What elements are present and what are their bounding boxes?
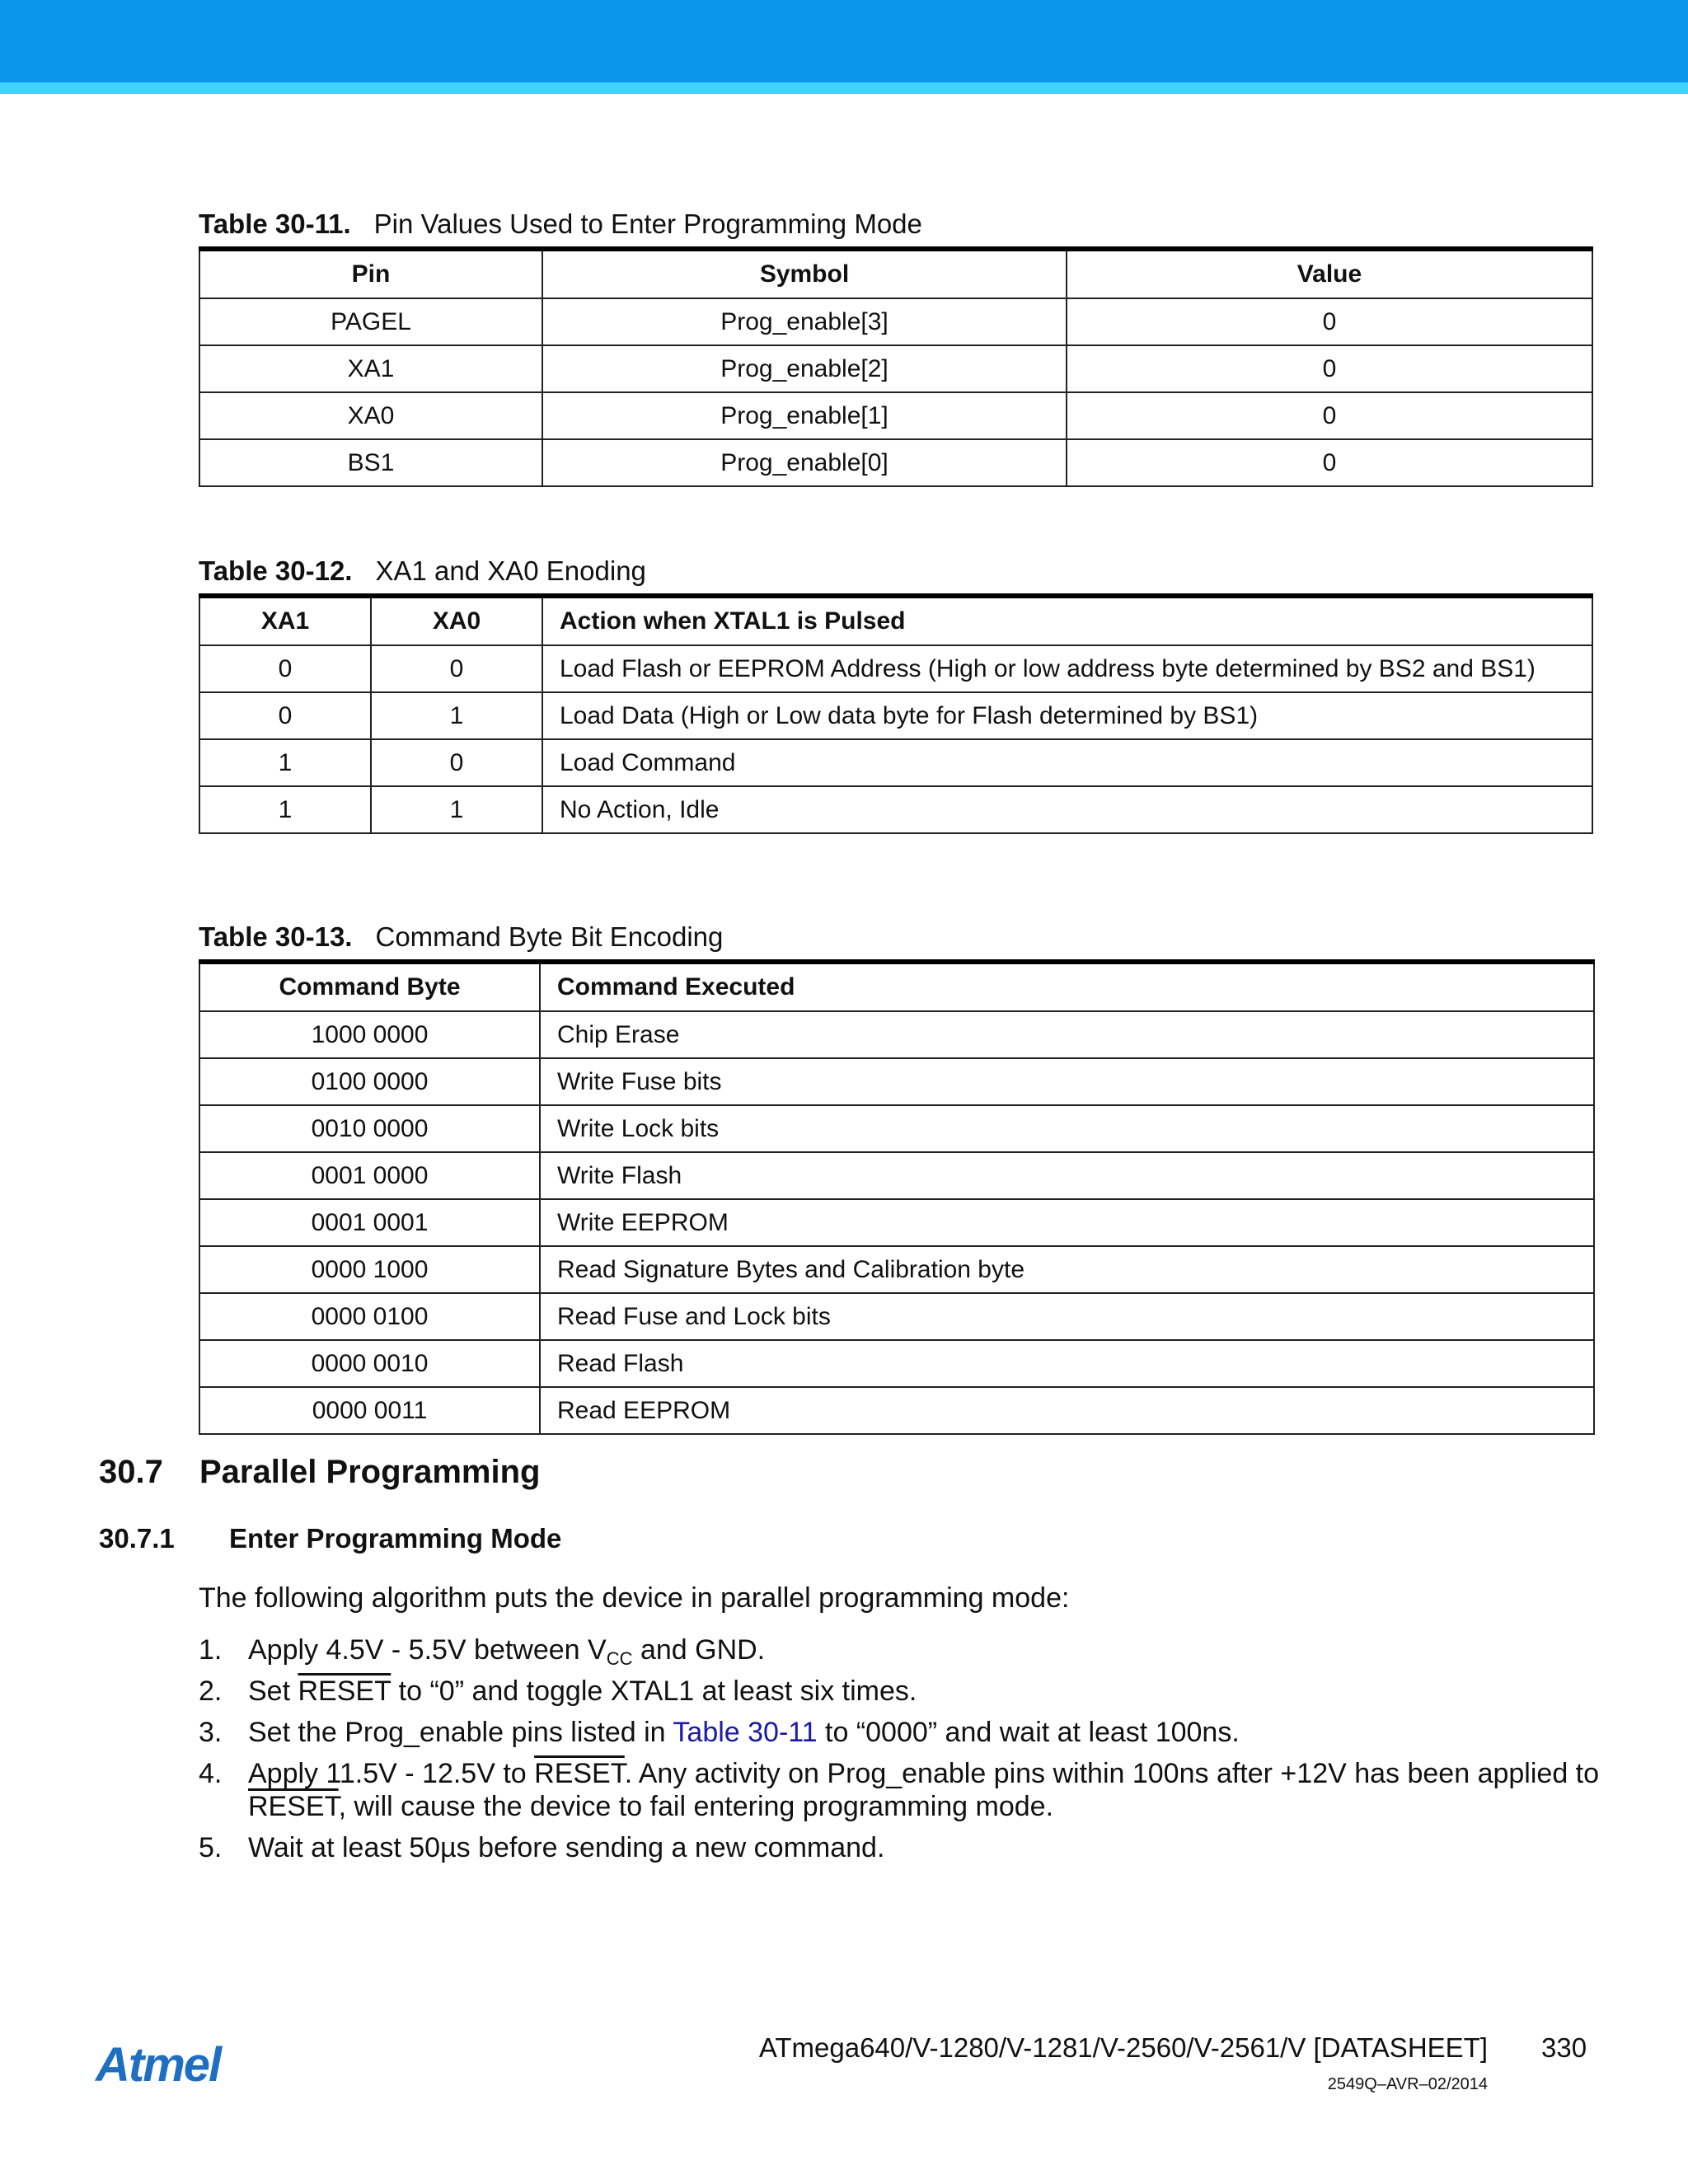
cell: 0000 0010: [199, 1340, 540, 1387]
table-row: [199, 1152, 1594, 1199]
intro-paragraph: The following algorithm puts the device in parallel programming mode:: [199, 1582, 1070, 1614]
table-command-byte: [199, 959, 1595, 1435]
table-xa-encoding: [199, 593, 1593, 834]
cell: 0001 0000: [199, 1152, 540, 1199]
cell: 1: [371, 786, 542, 833]
cell: 0100 0000: [199, 1058, 540, 1105]
step-text: , will cause the device to fail entering programming mode.: [338, 1791, 1054, 1822]
reset-signal: RESET: [248, 1791, 339, 1822]
cell: 0: [1067, 298, 1592, 345]
table-row: [199, 692, 1592, 739]
table-row: [199, 1246, 1594, 1293]
cell: Read Flash: [540, 1340, 1594, 1387]
step-text: to “0” and toggle XTAL1 at least six times.: [391, 1675, 917, 1707]
cell: 1: [199, 739, 371, 786]
column-header: XA1: [199, 596, 371, 645]
table-row: [199, 1340, 1594, 1387]
step-number: 1.: [199, 1634, 223, 1666]
list-item: [199, 1716, 1600, 1749]
cell: Read Fuse and Lock bits: [540, 1293, 1594, 1340]
cell: Write Lock bits: [540, 1105, 1594, 1152]
cell: 0: [199, 645, 371, 692]
cell: Prog_enable[2]: [542, 345, 1067, 392]
table-row: [199, 298, 1592, 345]
step-text: Apply 4.5V - 5.5V between V: [248, 1634, 607, 1666]
cell: Write Fuse bits: [540, 1058, 1594, 1105]
cell: 0: [371, 645, 542, 692]
cell: Read Signature Bytes and Calibration byte: [540, 1246, 1594, 1293]
step-number: 3.: [199, 1717, 223, 1748]
cell: No Action, Idle: [542, 786, 1592, 833]
table-row: [199, 1105, 1594, 1152]
step-number: 2.: [199, 1675, 223, 1707]
section-number: 30.7: [99, 1454, 163, 1490]
cell: 0001 0001: [199, 1199, 540, 1246]
step-text: Set the Prog_enable pins listed in: [248, 1717, 673, 1748]
step-text: Wait at least 50µs before sending a new command.: [248, 1832, 885, 1863]
column-header: Pin: [199, 249, 542, 298]
list-item: [199, 1675, 1600, 1708]
step-text: . Any activity on Prog_enable pins within 100ns after +12V has been applied to: [624, 1758, 1600, 1789]
column-header: Value: [1067, 249, 1592, 298]
table-row: [199, 439, 1592, 486]
table-row: [199, 739, 1592, 786]
table1-title: Pin Values Used to Enter Programming Mode: [373, 209, 922, 239]
cell: 0: [371, 739, 542, 786]
table3-label: Table 30-13.: [199, 921, 353, 952]
table-row: [199, 1011, 1594, 1058]
step-number: 5.: [199, 1832, 223, 1863]
cell: 0: [1067, 439, 1592, 486]
cell: PAGEL: [199, 298, 542, 345]
cell: Prog_enable[1]: [542, 392, 1067, 439]
cell: 1000 0000: [199, 1011, 540, 1058]
cell: Read EEPROM: [540, 1387, 1594, 1434]
cell: 1: [199, 786, 371, 833]
table-row: [199, 1199, 1594, 1246]
table1-label: Table 30-11.: [199, 209, 351, 239]
header-stripe: [0, 82, 1688, 94]
table-row: [199, 1058, 1594, 1105]
page-number: 330: [1541, 2032, 1587, 2063]
steps-list: [199, 1633, 1600, 1872]
cell: 0000 1000: [199, 1246, 540, 1293]
footer-doc-code: 2549Q–AVR–02/2014: [1327, 2075, 1488, 2093]
footer-doc-title: ATmega640/V-1280/V-1281/V-2560/V-2561/V [DATASHEET]: [758, 2032, 1488, 2063]
table1-caption: [199, 208, 922, 241]
cell: Write Flash: [540, 1152, 1594, 1199]
section-title: Parallel Programming: [199, 1454, 541, 1490]
cell: Prog_enable[0]: [542, 439, 1067, 486]
cell: Chip Erase: [540, 1011, 1594, 1058]
cell: 0000 0011: [199, 1387, 540, 1434]
table3-caption: [199, 921, 723, 954]
list-item: [199, 1831, 1600, 1864]
cell: 1: [371, 692, 542, 739]
cell: 0: [1067, 392, 1592, 439]
table-row: [199, 1293, 1594, 1340]
table3-title: Command Byte Bit Encoding: [375, 921, 724, 952]
table2-caption: [199, 555, 646, 588]
list-item: [199, 1633, 1600, 1669]
atmel-logo: Atmel: [96, 2038, 221, 2092]
cell: Prog_enable[3]: [542, 298, 1067, 345]
column-header: Symbol: [542, 249, 1067, 298]
cell: 0010 0000: [199, 1105, 540, 1152]
column-header: Command Executed: [540, 962, 1594, 1011]
vcc-subscript: CC: [606, 1648, 633, 1669]
list-item: [199, 1757, 1600, 1823]
header-bar: [0, 0, 1688, 82]
cell: 0: [1067, 345, 1592, 392]
step-text: Set: [248, 1675, 298, 1707]
table-30-11-link[interactable]: Table 30-11: [673, 1717, 818, 1748]
table-row: [199, 1387, 1594, 1434]
step-text: to “0000” and wait at least 100ns.: [817, 1717, 1240, 1748]
cell: XA0: [199, 392, 542, 439]
column-header: Action when XTAL1 is Pulsed: [542, 596, 1592, 645]
step-number: 4.: [199, 1758, 223, 1789]
table-header-row: [199, 249, 1592, 298]
subsection-title: Enter Programming Mode: [229, 1523, 562, 1554]
table-row: [199, 392, 1592, 439]
column-header: XA0: [371, 596, 542, 645]
table-pin-values: [199, 246, 1593, 487]
step-text: and GND.: [632, 1634, 766, 1666]
cell: XA1: [199, 345, 542, 392]
step-text: Apply 11.5V - 12.5V to: [248, 1758, 535, 1789]
table-row: [199, 645, 1592, 692]
table2-label: Table 30-12.: [199, 555, 353, 586]
cell: Load Command: [542, 739, 1592, 786]
table-row: [199, 345, 1592, 392]
table-header-row: [199, 962, 1594, 1011]
subsection-heading: [99, 1523, 561, 1554]
cell: Load Flash or EEPROM Address (High or low address byte determined by BS2 and BS1): [542, 645, 1592, 692]
reset-signal: RESET: [534, 1758, 625, 1789]
cell: Load Data (High or Low data byte for Flash determined by BS1): [542, 692, 1592, 739]
section-heading: [99, 1454, 540, 1491]
cell: 0: [199, 692, 371, 739]
table-header-row: [199, 596, 1592, 645]
column-header: Command Byte: [199, 962, 540, 1011]
cell: Write EEPROM: [540, 1199, 1594, 1246]
cell: 0000 0100: [199, 1293, 540, 1340]
table2-title: XA1 and XA0 Enoding: [375, 555, 646, 586]
subsection-number: 30.7.1: [99, 1523, 175, 1554]
reset-signal: RESET: [298, 1675, 392, 1707]
table-row: [199, 786, 1592, 833]
cell: BS1: [199, 439, 542, 486]
